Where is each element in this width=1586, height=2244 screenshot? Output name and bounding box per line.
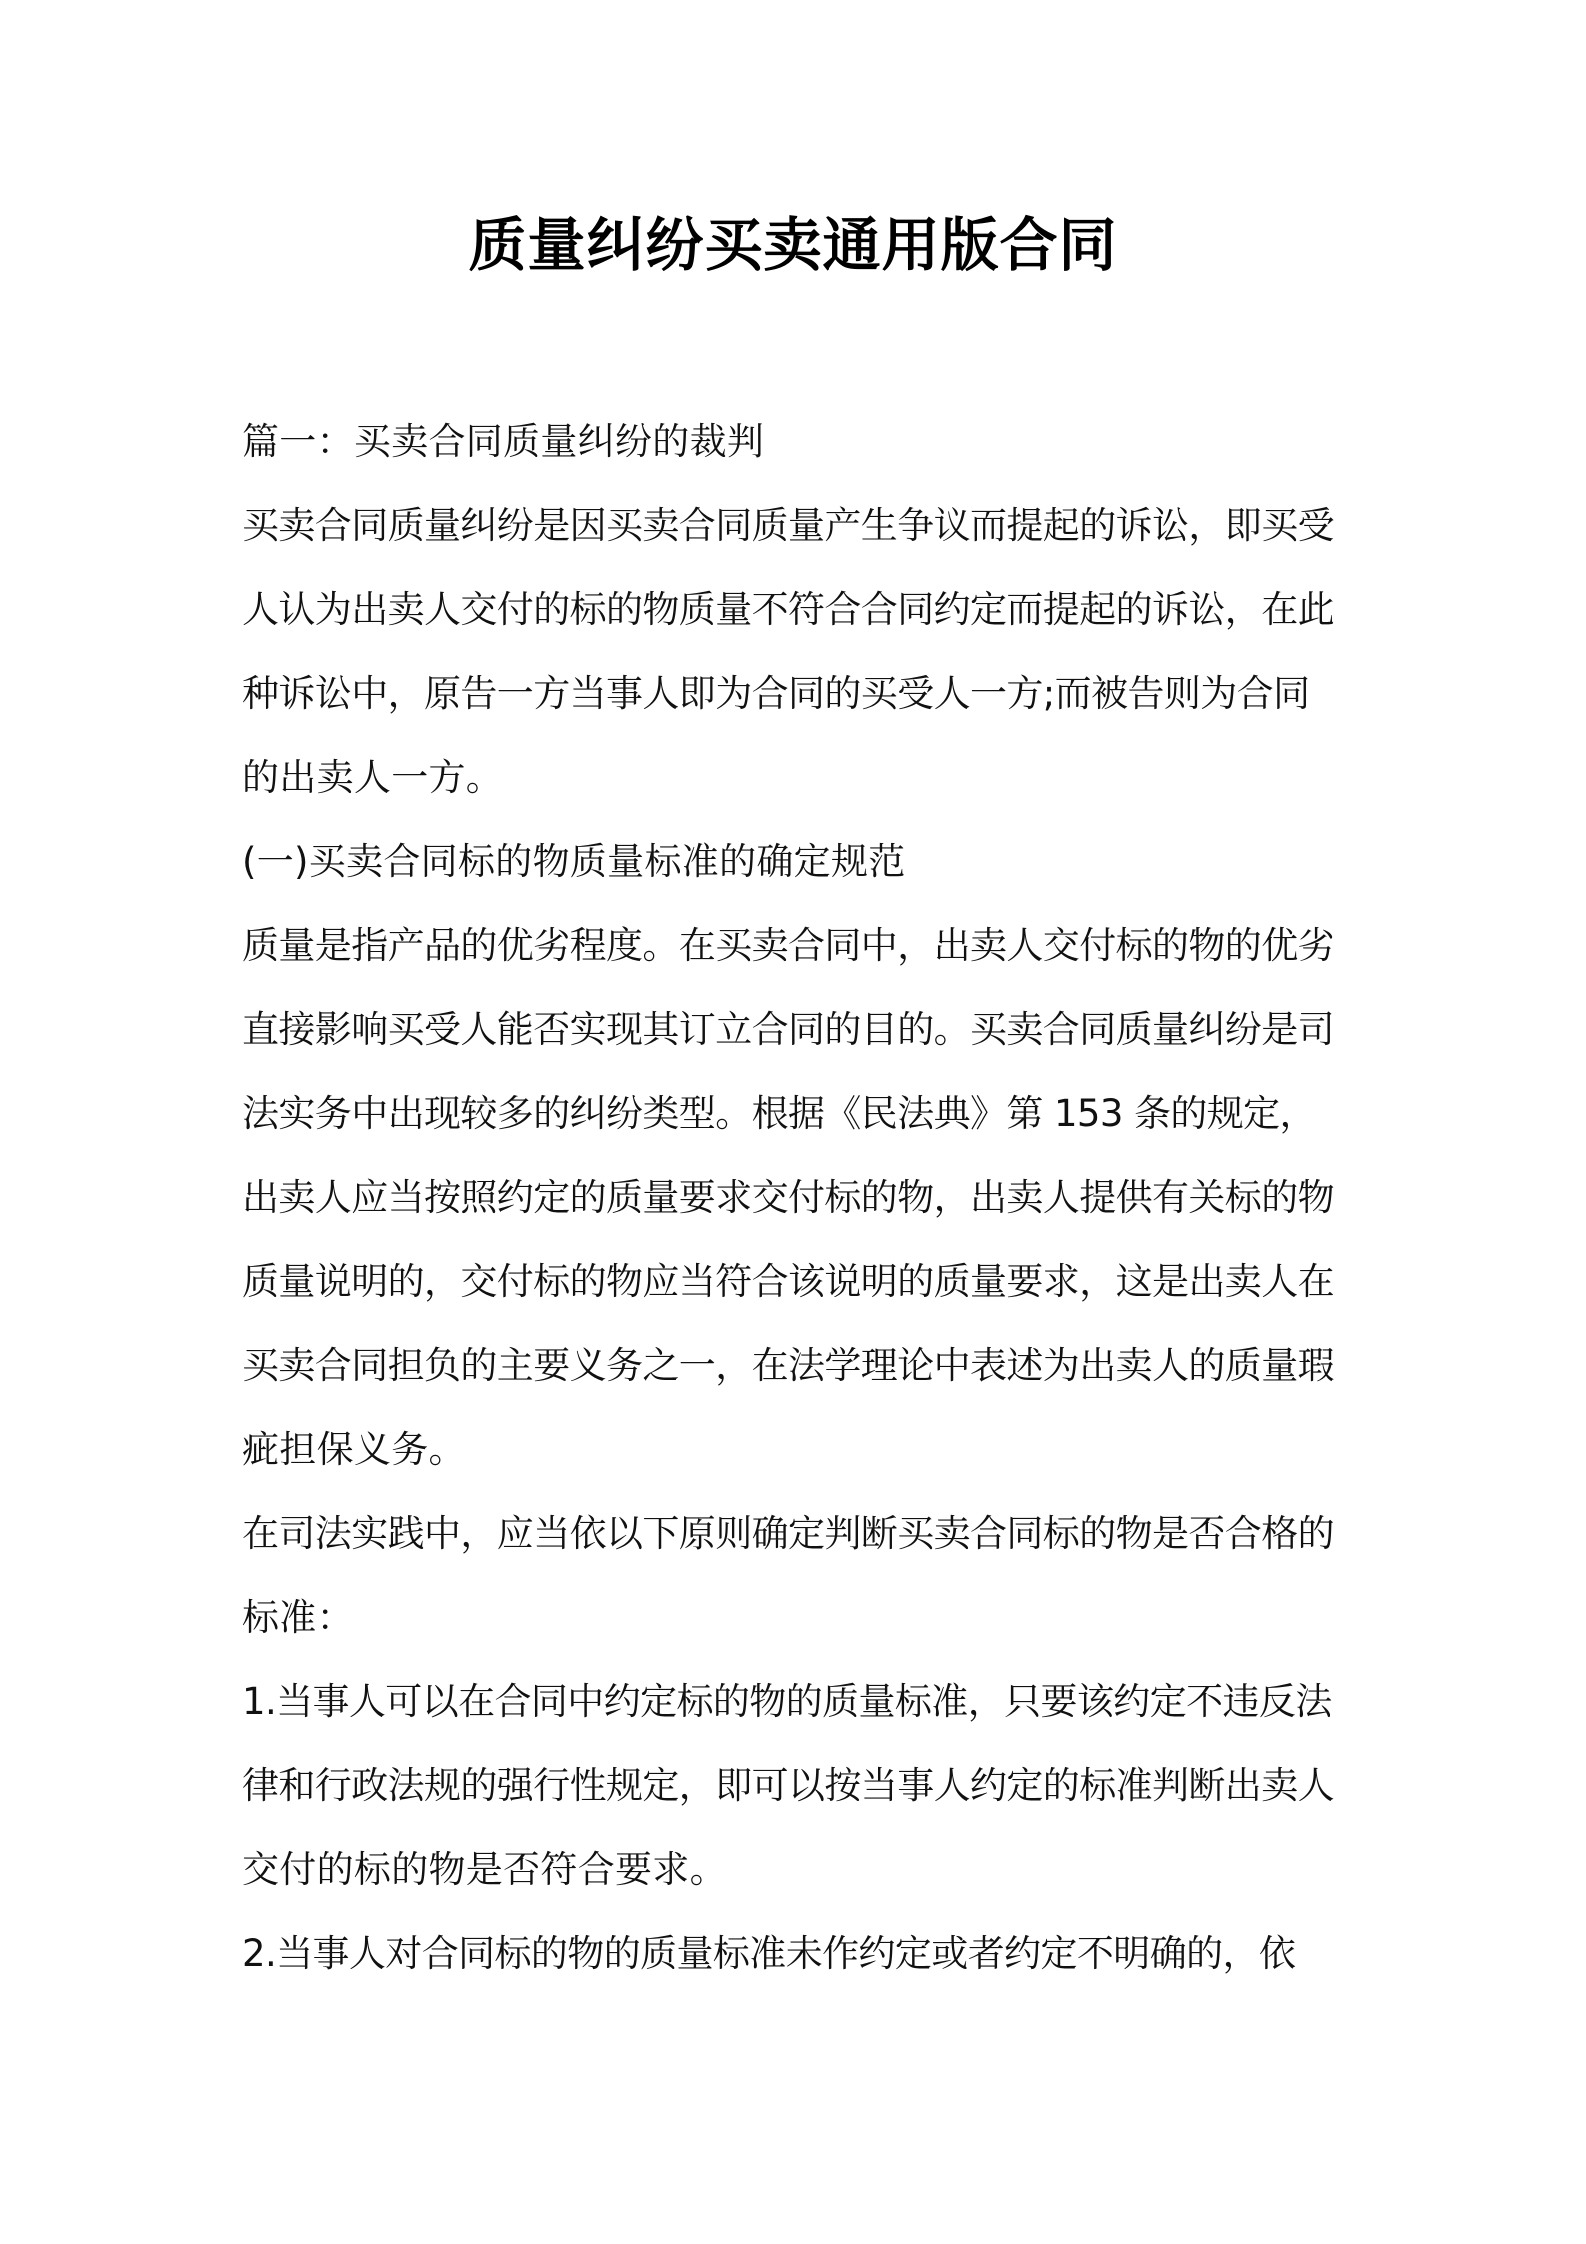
list-item-line: 律和行政法规的强行性规定，即可以按当事人约定的标准判断出卖人 <box>242 1764 1334 1807</box>
subsection-heading: (一)买卖合同标的物质量标准的确定规范 <box>242 840 906 883</box>
paragraph-line: 的出卖人一方。 <box>242 756 504 799</box>
paragraph-line: 出卖人应当按照约定的质量要求交付标的物，出卖人提供有关标的物 <box>242 1176 1334 1219</box>
paragraph-line: 买卖合同担负的主要义务之一，在法学理论中表述为出卖人的质量瑕 <box>242 1344 1334 1387</box>
paragraph-line: 在司法实践中，应当依以下原则确定判断买卖合同标的物是否合格的 <box>242 1512 1334 1555</box>
paragraph-line: 种诉讼中，原告一方当事人即为合同的买受人一方;而被告则为合同 <box>242 672 1310 715</box>
list-item-line: 1.当事人可以在合同中约定标的物的质量标准，只要该约定不违反法 <box>242 1680 1332 1723</box>
document-body <box>242 400 1362 1996</box>
list-item-line: 2.当事人对合同标的物的质量标准未作约定或者约定不明确的，依 <box>242 1932 1296 1975</box>
section-heading: 篇一：买卖合同质量纠纷的裁判 <box>242 420 765 463</box>
paragraph-line: 买卖合同质量纠纷是因买卖合同质量产生争议而提起的诉讼，即买受 <box>242 504 1334 547</box>
document-title: 质量纠纷买卖通用版合同 <box>468 211 1118 279</box>
paragraph-line: 法实务中出现较多的纠纷类型。根据《民法典》第 153 条的规定， <box>242 1092 1316 1135</box>
paragraph-line: 质量说明的，交付标的物应当符合该说明的质量要求，这是出卖人在 <box>242 1260 1334 1303</box>
paragraph-line: 质量是指产品的优劣程度。在买卖合同中，出卖人交付标的物的优劣 <box>242 924 1334 967</box>
paragraph-line: 直接影响买受人能否实现其订立合同的目的。买卖合同质量纠纷是司 <box>242 1008 1334 1051</box>
paragraph-line: 疵担保义务。 <box>242 1428 466 1471</box>
paragraph-line: 标准： <box>242 1596 354 1639</box>
paragraph-line: 人认为出卖人交付的标的物质量不符合合同约定而提起的诉讼，在此 <box>242 588 1334 631</box>
list-item-line: 交付的标的物是否符合要求。 <box>242 1848 727 1891</box>
